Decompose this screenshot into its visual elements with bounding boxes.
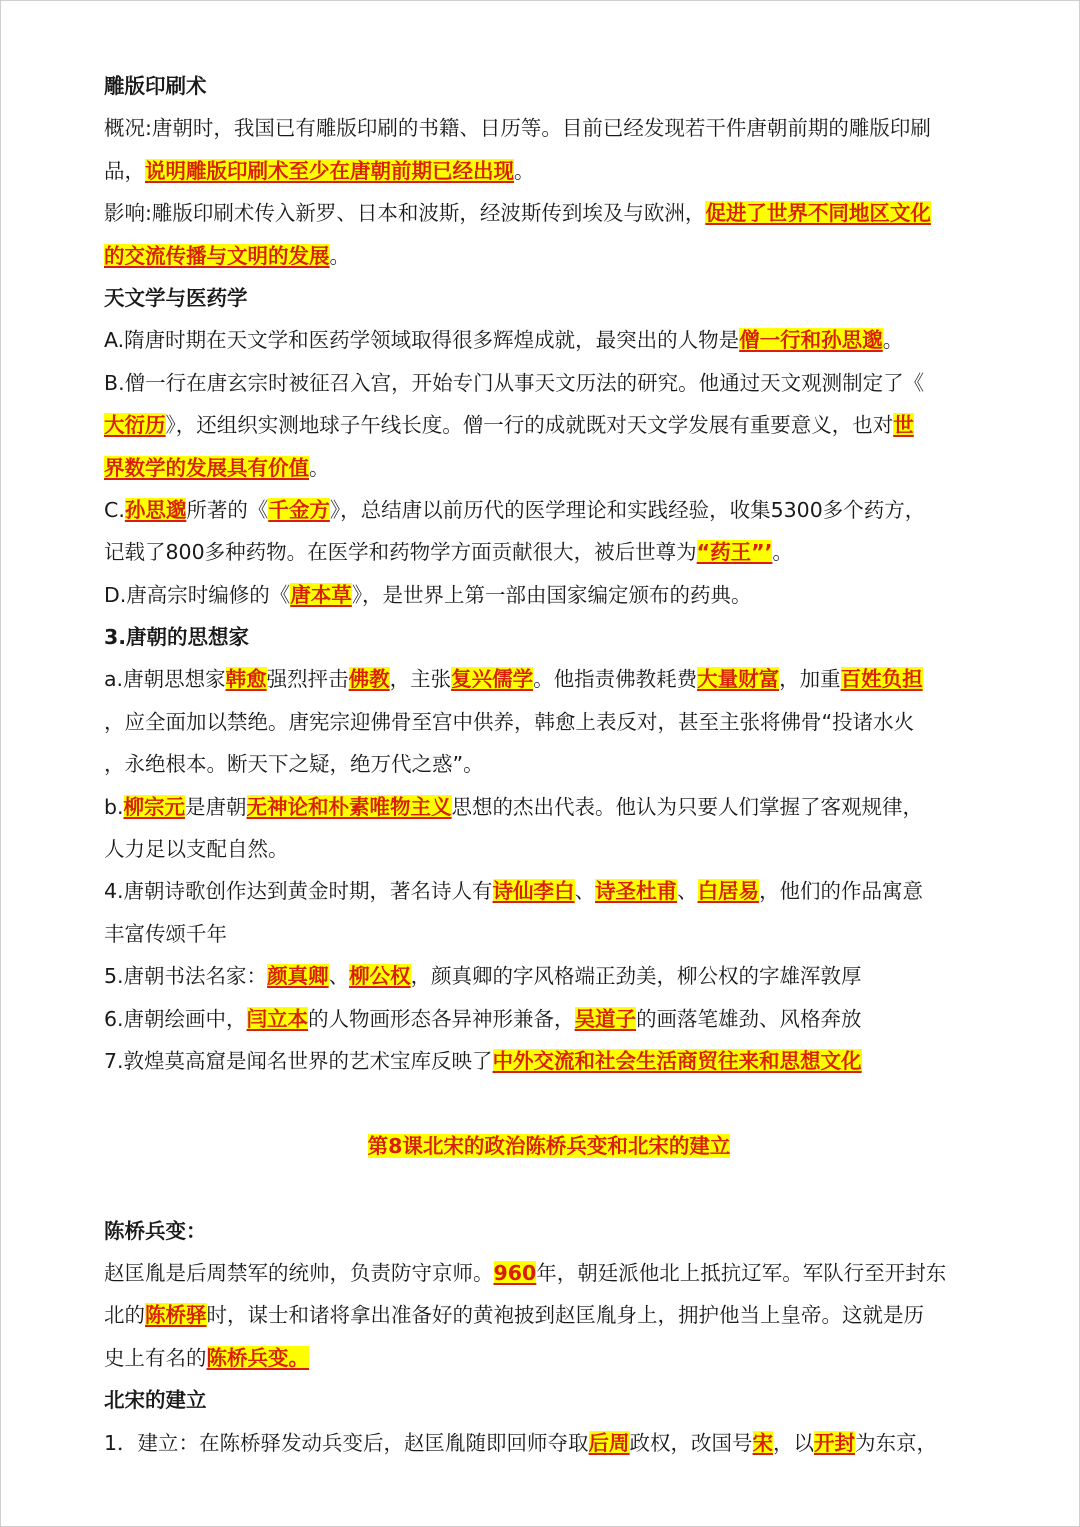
- highlighted-keyword: 世: [893, 413, 914, 438]
- text-line: [104, 1337, 994, 1379]
- text-segment: 所著的《: [186, 497, 269, 522]
- text-segment: ，以: [773, 1430, 815, 1455]
- text-segment: 陈桥兵变：: [104, 1218, 207, 1243]
- highlighted-keyword: 的交流传播与文明的发展: [104, 243, 330, 268]
- text-segment: 为东京，: [855, 1430, 938, 1455]
- highlighted-keyword: 大量财富: [697, 667, 780, 692]
- text-segment: 记载了800多种药物。在医学和药物学方面贡献很大，被后世尊为: [104, 540, 697, 565]
- text-segment: 。: [309, 455, 330, 480]
- text-segment: 。: [329, 243, 350, 268]
- text-segment: 影响:雕版印刷术传入新罗、日本和波斯，经波斯传到埃及与欧洲，: [104, 201, 706, 226]
- highlighted-keyword: 僧一行和孙思邈: [739, 328, 883, 353]
- lesson-title: [104, 1125, 994, 1167]
- text-line: [104, 1040, 994, 1082]
- text-segment: 赵匡胤是后周禁军的统帅，负责防守京师。: [104, 1260, 494, 1285]
- highlighted-keyword: 百姓负担: [840, 667, 923, 692]
- text-segment: 品，: [104, 158, 145, 183]
- highlighted-keyword: 诗圣杜甫: [595, 879, 678, 904]
- text-segment: 思想的杰出代表。他认为只要人们掌握了客观规律，: [451, 794, 924, 819]
- text-line: [104, 489, 994, 531]
- highlighted-keyword: 柳公权: [349, 964, 411, 989]
- text-line: [104, 531, 994, 573]
- highlighted-keyword: 陈桥兵变。: [206, 1345, 309, 1370]
- text-segment: a.唐朝思想家: [104, 667, 226, 692]
- text-segment: 。: [882, 328, 904, 353]
- text-segment: 是唐朝: [185, 794, 247, 819]
- highlighted-keyword: 白居易: [697, 879, 760, 904]
- text-segment: 3.唐朝的思想家: [104, 625, 250, 650]
- text-segment: 》，是世界上第一部由国家编定颁布的药典。: [351, 582, 752, 607]
- highlighted-keyword: 陈桥驿: [145, 1303, 207, 1328]
- text-segment: 、: [328, 964, 350, 989]
- highlighted-keyword: 界数学的发展具有价值: [104, 455, 309, 480]
- highlighted-keyword: 复兴儒学: [451, 667, 534, 692]
- text-segment: 的人物画形态各异神形兼备，: [308, 1006, 575, 1031]
- text-line: [104, 192, 994, 234]
- highlighted-keyword: 韩愈: [225, 667, 267, 692]
- text-line: [104, 1252, 994, 1294]
- text-line: [104, 1422, 994, 1464]
- highlighted-keyword: 孙思邈: [124, 497, 187, 522]
- highlighted-keyword: 960: [493, 1260, 537, 1285]
- text-segment: 、: [677, 879, 698, 904]
- text-line: [104, 447, 994, 489]
- highlighted-keyword: 开封: [814, 1430, 856, 1455]
- highlighted-keyword: 颜真卿: [267, 964, 329, 989]
- highlighted-keyword: “药王”’: [696, 540, 773, 565]
- text-segment: 北的: [104, 1303, 145, 1328]
- section-heading: [104, 277, 994, 319]
- spacer: [104, 1167, 994, 1209]
- text-segment: 、: [574, 879, 596, 904]
- text-line: [104, 658, 994, 700]
- text-line: [104, 235, 994, 277]
- text-segment: D.唐高宗时编修的《: [104, 582, 291, 607]
- text-segment: 的画落笔雄劲、风格奔放: [636, 1006, 862, 1031]
- text-segment: ，他们的作品寓意: [759, 879, 924, 904]
- text-segment: 北宋的建立: [104, 1388, 207, 1413]
- section-heading: [104, 65, 994, 107]
- text-segment: 4.唐朝诗歌创作达到黄金时期，著名诗人有: [104, 879, 493, 904]
- highlighted-keyword: 后周: [588, 1430, 630, 1455]
- text-line: [104, 701, 994, 743]
- highlighted-keyword: 说明雕版印刷术至少在唐朝前期已经出现: [145, 158, 514, 183]
- text-segment: ，加重: [779, 667, 841, 692]
- highlighted-keyword: 宋: [752, 1430, 774, 1455]
- highlighted-keyword: 千金方: [268, 497, 330, 522]
- text-segment: ，颜真卿的字风格端正劲美，柳公权的字雄浑敦厚: [410, 964, 862, 989]
- text-segment: A.隋唐时期在天文学和医药学领域取得很多辉煌成就，最突出的人物是: [104, 328, 740, 353]
- highlighted-keyword: 促进了世界不同地区文化: [705, 201, 931, 226]
- text-segment: 。: [514, 158, 535, 183]
- highlighted-keyword: 唐本草: [290, 582, 352, 607]
- text-line: [104, 870, 994, 912]
- text-segment: 》，还组织实测地球子午线长度。僧一行的成就既对天文学发展有重要意义，也对: [165, 413, 894, 438]
- highlighted-keyword: 大衍历: [104, 413, 166, 438]
- text-segment: b.: [104, 794, 124, 819]
- document-body: [104, 65, 994, 1464]
- text-line: [104, 362, 994, 404]
- section-heading: [104, 1210, 994, 1252]
- text-line: [104, 913, 994, 955]
- section-heading: [104, 1379, 994, 1421]
- text-segment: 政权，改国号: [629, 1430, 753, 1455]
- text-segment: ，永绝根本。断天下之疑，绝万代之惑”。: [104, 752, 484, 777]
- text-line: [104, 828, 994, 870]
- text-segment: B.僧一行在唐玄宗时被征召入宫，开始专门从事天文历法的研究。他通过天文观测制定了《: [104, 370, 925, 395]
- text-segment: 人力足以支配自然。: [104, 837, 289, 862]
- text-line: [104, 107, 994, 149]
- text-segment: 5.唐朝书法名家：: [104, 964, 268, 989]
- highlighted-keyword: 无神论和朴素唯物主义: [246, 794, 452, 819]
- highlighted-keyword: 闫立本: [246, 1006, 309, 1031]
- section-heading: [104, 616, 994, 658]
- text-segment: 7.敦煌莫高窟是闻名世界的艺术宝库反映了: [104, 1048, 493, 1073]
- text-segment: 史上有名的: [104, 1345, 207, 1370]
- lesson-title-text: 第8课北宋的政治陈桥兵变和北宋的建立: [367, 1133, 731, 1158]
- text-segment: 丰富传颂千年: [104, 921, 227, 946]
- text-segment: 概况:唐朝时，我国已有雕版印刷的书籍、日历等。目前已经发现若干件唐朝前期的雕版印刷: [104, 116, 931, 141]
- text-line: [104, 998, 994, 1040]
- text-segment: 天文学与医药学: [104, 285, 248, 310]
- text-line: [104, 574, 994, 616]
- text-segment: 6.唐朝绘画中，: [104, 1006, 247, 1031]
- text-segment: ，应全面加以禁绝。唐宪宗迎佛骨至宫中供养，韩愈上表反对，甚至主张将佛骨“投诸水火: [104, 709, 915, 734]
- highlighted-keyword: 柳宗元: [123, 794, 186, 819]
- text-line: [104, 786, 994, 828]
- text-line: [104, 955, 994, 997]
- text-segment: ，主张: [389, 667, 452, 692]
- text-line: [104, 743, 994, 785]
- text-line: [104, 319, 994, 361]
- text-segment: 。: [772, 540, 793, 565]
- text-line: [104, 150, 994, 192]
- spacer: [104, 1082, 994, 1124]
- text-segment: 时，谋士和诸将拿出准备好的黄袍披到赵匡胤身上，拥护他当上皇帝。这就是历: [206, 1303, 924, 1328]
- highlighted-keyword: 吴道子: [574, 1006, 637, 1031]
- text-segment: 。他指责佛教耗费: [533, 667, 698, 692]
- highlighted-keyword: 诗仙李白: [492, 879, 575, 904]
- text-segment: 强烈抨击: [266, 667, 349, 692]
- text-line: [104, 1294, 994, 1336]
- text-segment: 雕版印刷术: [104, 74, 207, 98]
- text-segment: 1．建立：在陈桥驿发动兵变后，赵匡胤随即回师夺取: [104, 1430, 589, 1455]
- highlighted-keyword: 中外交流和社会生活商贸往来和思想文化: [492, 1048, 862, 1073]
- highlighted-keyword: 佛教: [348, 667, 390, 692]
- text-line: [104, 404, 994, 446]
- text-segment: C.: [104, 497, 125, 522]
- text-segment: 年，朝廷派他北上抵抗辽军。军队行至开封东: [536, 1260, 947, 1285]
- text-segment: 》，总结唐以前历代的医学理论和实践经验，收集5300多个药方，: [329, 497, 926, 522]
